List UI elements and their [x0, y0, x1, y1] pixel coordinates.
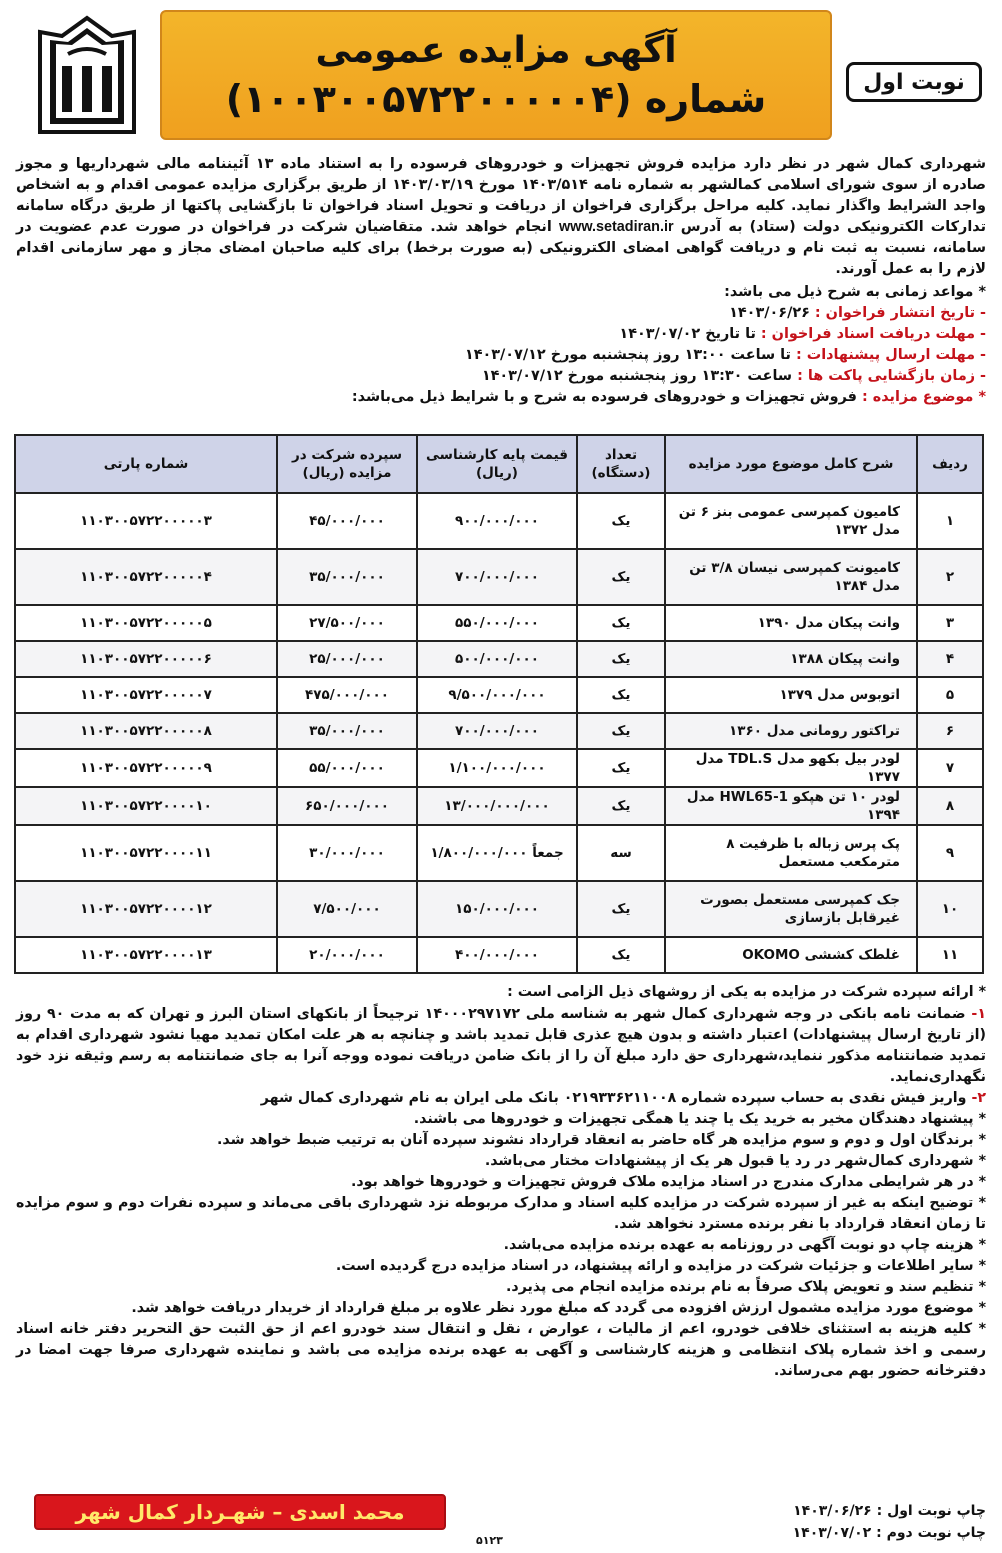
header	[10, 6, 992, 148]
condition-bullet: * در هر شرایطی مدارک مندرج در اسناد مزایده ملاک فروش تجهیزات و خودروها خواهد بود.	[350, 1174, 986, 1190]
intro-paragraph	[10, 154, 992, 280]
cell-description: جک کمپرسی مستعمل بصورت غیرقابل بازسازی	[665, 881, 917, 937]
table-row	[15, 493, 983, 549]
schedule-key: - مهلت ارسال پیشنهادات :	[795, 347, 986, 363]
cell-deposit: ۲۷/۵۰۰/۰۰۰	[277, 605, 417, 641]
condition-cash-deposit	[16, 1088, 986, 1109]
cell-deposit: ۳۵/۰۰۰/۰۰۰	[277, 549, 417, 605]
cell-description: اتوبوس مدل ۱۳۷۹	[665, 677, 917, 713]
cell-quantity: یک	[577, 549, 665, 605]
municipality-logo-icon	[32, 14, 142, 138]
cell-quantity: یک	[577, 605, 665, 641]
print-dates	[793, 1500, 986, 1544]
cell-row-number: ۵	[917, 677, 983, 713]
cell-deposit: ۳۰/۰۰۰/۰۰۰	[277, 825, 417, 881]
cell-lot-number: ۱۱۰۳۰۰۵۷۲۲۰۰۰۰۰۷	[15, 677, 277, 713]
schedule-item	[16, 366, 986, 387]
cell-lot-number: ۱۱۰۳۰۰۵۷۲۲۰۰۰۰۰۶	[15, 641, 277, 677]
conditions	[10, 982, 992, 1382]
table-row	[15, 677, 983, 713]
cell-base-price: ۱/۱۰۰/۰۰۰/۰۰۰	[417, 749, 577, 787]
table-row	[15, 825, 983, 881]
schedule-item	[16, 345, 986, 366]
cell-row-number: ۱	[917, 493, 983, 549]
schedule-value: تا ساعت ۱۳:۰۰ روز پنجشنبه مورخ ۱۴۰۳/۰۷/۱۲	[464, 347, 791, 363]
cell-quantity: یک	[577, 787, 665, 825]
condition-bullet: * پیشنهاد دهندگان مخیر به خرید یک یا چند یا همگی تجهیزات و خودروها می باشند.	[413, 1111, 986, 1127]
cell-row-number: ۱۰	[917, 881, 983, 937]
cell-description: غلطک کششی OKOMO	[665, 937, 917, 973]
schedule-item	[16, 324, 986, 345]
ad-code: ۵۱۲۳	[476, 1534, 503, 1547]
notice-title: آگهی مزایده عمومی	[315, 29, 677, 71]
intro-text-1: شهرداری کمال شهر در نظر دارد مزایده فروش تجهیزات و خودروهای فرسوده را به استناد ماده ۱۳ آئیننامه مالی شهرداریها و مجوز صادره از سوی شورای اسلامی کمالشهر به شماره نامه ۱۴۰۳/۵۱۴ مورخ ۱۴۰۳/۰۳/۱۹ از طریق برگزاری مزایده عمومی اقدام و به اشخاص واجد الشرایط واگذار نماید. کلیه مراحل برگزاری فراخوان از دریافت و تحویل اسناد فراخوان تا بازگشایی پاکتها از طریق درگاه سامانه تدارکات الکترونیکی دولت (ستاد) به آدرس	[16, 156, 987, 235]
condition-bullet: * کلیه هزینه به استثنای خلافی خودرو، اعم از مالیات ، عوارض ، نقل و انتقال سند خودرو اعم از حق الثبت حق التحریر دفتر خانه اسناد رسمی و اخذ شماره پلاک انتظامی و هزینه کارشناسی و آگهی به عهده برنده مزایده می باشد و نماینده شهرداری صرفا جهت امضا در دفترخانه حضور بهم می‌رساند.	[16, 1321, 986, 1379]
schedule-item	[16, 303, 986, 324]
condition-bank-guarantee	[16, 1004, 986, 1088]
header-base-price: قیمت پایه کارشناسی (ریال)	[417, 435, 577, 493]
cell-deposit: ۲۰/۰۰۰/۰۰۰	[277, 937, 417, 973]
schedule-key: - مهلت دریافت اسناد فراخوان :	[760, 326, 986, 342]
cell-deposit: ۶۵۰/۰۰۰/۰۰۰	[277, 787, 417, 825]
cell-lot-number: ۱۱۰۳۰۰۵۷۲۲۰۰۰۰۰۴	[15, 549, 277, 605]
items-table-wrap	[18, 434, 984, 974]
cell-base-price: ۷۰۰/۰۰۰/۰۰۰	[417, 549, 577, 605]
cell-lot-number: ۱۱۰۳۰۰۵۷۲۲۰۰۰۰۱۱	[15, 825, 277, 881]
cell-description: لودر بیل بکهو مدل TDL.S مدل ۱۳۷۷	[665, 749, 917, 787]
cell-quantity: یک	[577, 677, 665, 713]
cell-description: کامیونت کمپرسی نیسان ۳/۸ تن مدل ۱۳۸۴	[665, 549, 917, 605]
cell-description: لودر ۱۰ تن هپکو HWL65-1 مدل ۱۳۹۴	[665, 787, 917, 825]
table-row	[15, 787, 983, 825]
table-row	[15, 749, 983, 787]
header-deposit: سپرده شرکت در مزایده (ریال)	[277, 435, 417, 493]
condition-text: ضمانت نامه بانکی در وجه شهرداری کمال شهر به شناسه ملی ۱۴۰۰۰۲۹۷۱۷۲ ترجیحاً از بانکهای استان البرز و تهران که به مدت ۹۰ روز (از تاریخ ارسال پیشنهادات) اعتبار داشته و بدون هیچ عذری قابل تمدید باشد و چنانچه به هر علت امکان تمدید مهیا نشود شهرداری اقدام به تمدید ضمانتنامه مذکور ننماید،شهرداری حق دارد مبلغ آن را از بانک ضامن دریافت نموده ووجه آنرا به جای ضمانتنامه به رسم وثیقه نزد خود نگهداری‌نماید.	[16, 1006, 986, 1085]
cell-base-price: ۹۰۰/۰۰۰/۰۰۰	[417, 493, 577, 549]
conditions-heading: * ارائه سپرده شرکت در مزایده به یکی از روشهای ذیل الزامی است :	[507, 984, 986, 1000]
intro-text-2: انجام خواهد شد. متقاضیان شرکت در فراخوان در صورت عدم عضویت در سامانه، نسبت به ثبت نام و دریافت گواهی امضای الکترونیکی (به صورت برخط) برای کلیه صاحبان امضای مجاز و مهر سازمانی اقدام لازم را به عمل آورند.	[16, 219, 986, 277]
cell-row-number: ۲	[917, 549, 983, 605]
cell-row-number: ۱۱	[917, 937, 983, 973]
table-row	[15, 641, 983, 677]
schedule-key: - تاریخ انتشار فراخوان :	[814, 305, 986, 321]
schedule-key: - زمان بازگشایی پاکت ها :	[797, 368, 986, 384]
cell-description: پک پرس زباله با ظرفیت ۸ مترمکعب مستعمل	[665, 825, 917, 881]
cell-row-number: ۸	[917, 787, 983, 825]
cell-base-price: ۱۵۰/۰۰۰/۰۰۰	[417, 881, 577, 937]
items-table	[14, 434, 984, 974]
schedule-key: * موضوع مزایده :	[861, 389, 986, 405]
condition-bullet: * تنظیم سند و تعویض پلاک صرفاً به نام برنده مزایده انجام می پذیرد.	[506, 1279, 986, 1295]
schedule-value: تا تاریخ ۱۴۰۳/۰۷/۰۲	[619, 326, 756, 342]
cell-row-number: ۹	[917, 825, 983, 881]
condition-bullet: * شهرداری کمال‌شهر در رد یا قبول هر یک از پیشنهادات مختار می‌باشد.	[484, 1153, 986, 1169]
condition-bullet: * موضوع مورد مزایده مشمول ارزش افزوده می گردد که مبلغ مورد نظر علاوه بر مبلغ قرارداد از خریدار دریافت خواهد شد.	[131, 1300, 986, 1316]
cell-base-price: ۱۳/۰۰۰/۰۰۰/۰۰۰	[417, 787, 577, 825]
schedule-value: فروش تجهیزات و خودروهای فرسوده به شرح و با شرایط ذیل می‌باشد:	[351, 389, 857, 405]
cell-description: وانت پیکان مدل ۱۳۹۰	[665, 605, 917, 641]
title-band	[160, 10, 832, 140]
cell-deposit: ۲۵/۰۰۰/۰۰۰	[277, 641, 417, 677]
cell-lot-number: ۱۱۰۳۰۰۵۷۲۲۰۰۰۰۱۰	[15, 787, 277, 825]
cell-row-number: ۳	[917, 605, 983, 641]
table-row	[15, 881, 983, 937]
condition-number: ۲-	[971, 1090, 986, 1106]
cell-base-price: ۴۰۰/۰۰۰/۰۰۰	[417, 937, 577, 973]
cell-description: وانت پیکان ۱۳۸۸	[665, 641, 917, 677]
cell-base-price: ۹/۵۰۰/۰۰۰/۰۰۰	[417, 677, 577, 713]
cell-lot-number: ۱۱۰۳۰۰۵۷۲۲۰۰۰۰۱۳	[15, 937, 277, 973]
cell-lot-number: ۱۱۰۳۰۰۵۷۲۲۰۰۰۰۰۸	[15, 713, 277, 749]
table-row	[15, 605, 983, 641]
cell-base-price: ۵۵۰/۰۰۰/۰۰۰	[417, 605, 577, 641]
cell-deposit: ۴۵/۰۰۰/۰۰۰	[277, 493, 417, 549]
website-link[interactable]: www.setadiran.ir	[558, 219, 674, 235]
condition-bullet: * هزینه چاپ دو نوبت آگهی در روزنامه به عهده برنده مزایده می‌باشد.	[503, 1237, 986, 1253]
cell-deposit: ۴۷۵/۰۰۰/۰۰۰	[277, 677, 417, 713]
notice-number: شماره (۱۰۰۳۰۰۵۷۲۲۰۰۰۰۰۴)	[225, 76, 767, 121]
condition-number: ۱-	[971, 1006, 986, 1022]
mayor-signature-bar: محمد اسدی – شهـردار کمال شهر	[34, 1494, 446, 1530]
schedule-item	[16, 387, 986, 408]
cell-deposit: ۵۵/۰۰۰/۰۰۰	[277, 749, 417, 787]
cell-lot-number: ۱۱۰۳۰۰۵۷۲۲۰۰۰۰۰۵	[15, 605, 277, 641]
header-quantity: تعداد (دستگاه)	[577, 435, 665, 493]
print-date-second: چاپ نوبت دوم : ۱۴۰۳/۰۷/۰۲	[792, 1525, 986, 1541]
cell-quantity: یک	[577, 937, 665, 973]
header-lot-number: شماره پارتی	[15, 435, 277, 493]
cell-deposit: ۳۵/۰۰۰/۰۰۰	[277, 713, 417, 749]
cell-row-number: ۴	[917, 641, 983, 677]
cell-lot-number: ۱۱۰۳۰۰۵۷۲۲۰۰۰۰۱۲	[15, 881, 277, 937]
schedule	[10, 282, 992, 408]
cell-quantity: یک	[577, 881, 665, 937]
header-row-number: ردیف	[917, 435, 983, 493]
cell-row-number: ۶	[917, 713, 983, 749]
cell-lot-number: ۱۱۰۳۰۰۵۷۲۲۰۰۰۰۰۳	[15, 493, 277, 549]
cell-quantity: یک	[577, 749, 665, 787]
cell-lot-number: ۱۱۰۳۰۰۵۷۲۲۰۰۰۰۰۹	[15, 749, 277, 787]
condition-text: واریز فیش نقدی به حساب سپرده شماره ۰۲۱۹۳۳۶۲۱۱۰۰۸ بانک ملی ایران به نام شهرداری کمال شهر	[260, 1090, 967, 1106]
table-row	[15, 937, 983, 973]
cell-base-price: جمعاً ۱/۸۰۰/۰۰۰/۰۰۰	[417, 825, 577, 881]
round-badge: نوبت اول	[846, 62, 982, 102]
table-row	[15, 713, 983, 749]
condition-bullet: * برندگان اول و دوم و سوم مزایده هر گاه حاضر به انعقاد قرارداد نشوند سپرده آنان به ترتیب ضبط خواهد شد.	[217, 1132, 986, 1148]
cell-base-price: ۵۰۰/۰۰۰/۰۰۰	[417, 641, 577, 677]
header-description: شرح کامل موضوع مورد مزایده	[665, 435, 917, 493]
cell-deposit: ۷/۵۰۰/۰۰۰	[277, 881, 417, 937]
table-header-row	[15, 435, 983, 493]
print-date-first: چاپ نوبت اول : ۱۴۰۳/۰۶/۲۶	[793, 1503, 986, 1519]
cell-quantity: سه	[577, 825, 665, 881]
schedule-heading: * مواعد زمانی به شرح ذیل می باشد:	[724, 284, 986, 300]
schedule-value: ۱۴۰۳/۰۶/۲۶	[729, 305, 810, 321]
cell-row-number: ۷	[917, 749, 983, 787]
cell-quantity: یک	[577, 641, 665, 677]
schedule-value: ساعت ۱۳:۳۰ روز پنجشنبه مورخ ۱۴۰۳/۰۷/۱۲	[481, 368, 793, 384]
condition-bullet: * توضیح اینکه به غیر از سپرده شرکت در مزایده کلیه اسناد و مدارک مربوطه نزد شهرداری باقی می‌ماند و سپرده نفرات دوم و سوم مزایده تا زمان انعقاد قرارداد با نفر برنده مسترد نخواهد شد.	[16, 1195, 986, 1232]
cell-quantity: یک	[577, 713, 665, 749]
cell-description: کامیون کمپرسی عمومی بنز ۶ تن مدل ۱۳۷۲	[665, 493, 917, 549]
cell-description: تراکتور رومانی مدل ۱۳۶۰	[665, 713, 917, 749]
condition-bullet: * سایر اطلاعات و جزئیات شرکت در مزایده و ارائه پیشنهاد، در اسناد مزایده درج گردیده است.	[335, 1258, 986, 1274]
cell-base-price: ۷۰۰/۰۰۰/۰۰۰	[417, 713, 577, 749]
cell-quantity: یک	[577, 493, 665, 549]
table-row	[15, 549, 983, 605]
